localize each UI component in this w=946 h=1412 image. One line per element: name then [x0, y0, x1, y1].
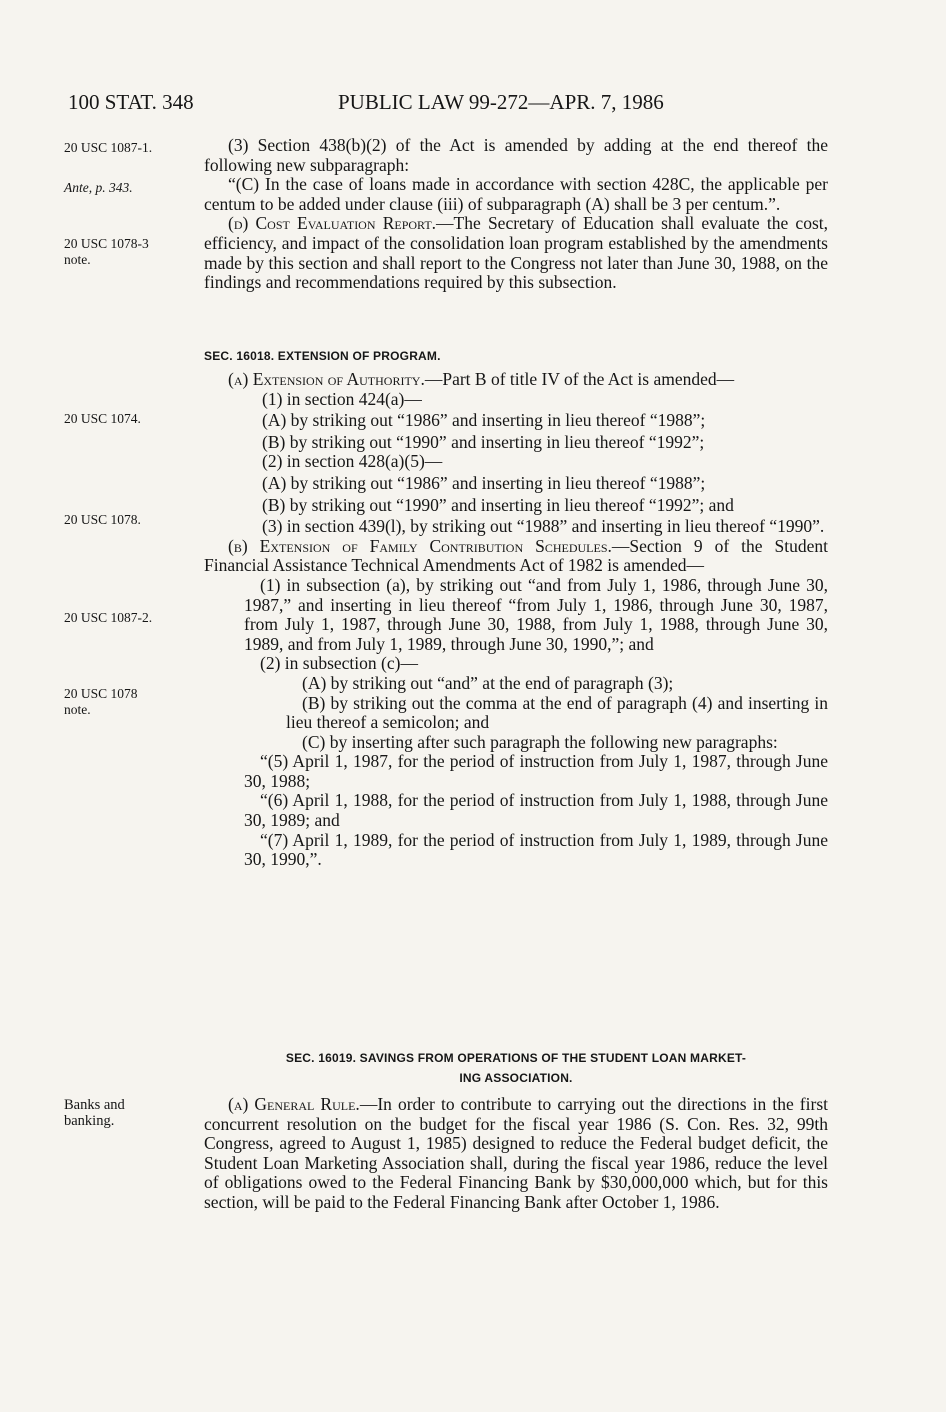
body-block-1 — [204, 136, 828, 293]
margin-note-citation: 20 USC 1078-3 note. — [64, 236, 149, 267]
paragraph: (3) Section 438(b)(2) of the Act is amended by adding at the end thereof the following new subparagraph: — [204, 135, 828, 175]
paragraph: (A) by striking out “and” at the end of paragraph (3); — [302, 672, 674, 693]
subsection-heading: (a) Extension of Authority. — [228, 369, 425, 389]
law-title: PUBLIC LAW 99-272—APR. 7, 1986 — [338, 90, 664, 114]
paragraph: (A) by striking out “1986” and inserting in lieu thereof “1988”; — [262, 410, 706, 431]
paragraph: “(6) April 1, 1988, for the period of instruction from July 1, 1988, through June 30, 1989; and — [244, 790, 828, 831]
paragraph: (d) Cost Evaluation Report.—The Secretary of Education shall evaluate the cost, efficiency, and impact of the consolidation loan program established by the amendments made by this section and shall report to the Congress not later than June 30, 1988, on the findings and recommendations required by this subsection. — [204, 213, 828, 293]
paragraph: “(C) In the case of loans made in accordance with section 428C, the applicable per centum to be added under clause (iii) of subparagraph (A) shall be 3 per centum.”. — [204, 174, 828, 214]
paragraph: (a) Extension of Authority.—Part B of title IV of the Act is amended— — [228, 369, 735, 389]
body-block-2 — [204, 370, 828, 870]
page-reference: 100 STAT. 348 — [68, 90, 194, 114]
subsection-heading: (d) Cost Evaluation Report. — [228, 213, 437, 234]
margin-note-citation: 20 USC 1078. — [64, 512, 141, 527]
margin-note-citation: 20 USC 1074. — [64, 411, 141, 426]
paragraph: (2) in subsection (c)— — [260, 653, 418, 674]
body-block-3 — [204, 1095, 828, 1213]
margin-note-ante: Ante, p. 343. — [64, 180, 133, 195]
subsection-heading: (b) Extension of Family Contribution Schedules. — [228, 535, 612, 556]
paragraph: (2) in section 428(a)(5)— — [262, 451, 443, 472]
paragraph: (B) by striking out the comma at the end of paragraph (4) and inserting in lieu thereof a semicolon; and — [286, 692, 828, 733]
section-heading: SEC. 16019. SAVINGS FROM OPERATIONS OF THE STUDENT LOAN MARKET- ING ASSOCIATION. — [285, 1051, 747, 1085]
margin-note-citation: 20 USC 1087-2. — [64, 610, 153, 625]
paragraph: (1) in subsection (a), by striking out “and from July 1, 1986, through June 30, 1987,” and inserting in lieu thereof “from July 1, 1986, through June 30, 1987, from July 1, 1987, through June 30, 1988, from July 1, 1988, through June 30, 1989, and from July 1, 1989, through June 30, 1990,”; and — [244, 574, 828, 654]
paragraph: (3) in section 439(l), by striking out “1988” and inserting in lieu thereof “1990”. — [262, 516, 825, 537]
paragraph: (1) in section 424(a)— — [262, 388, 422, 409]
paragraph: (B) by striking out “1990” and inserting in lieu thereof “1992”; and — [262, 494, 734, 515]
paragraph: (b) Extension of Family Contribution Schedules.—Section 9 of the Student Financial Assistance Technical Amendments Act of 1982 is amended— — [204, 535, 828, 576]
subsection-heading: (a) General Rule. — [228, 1094, 360, 1114]
margin-note-citation: 20 USC 1087-1. — [64, 140, 153, 155]
paragraph: (A) by striking out “1986” and inserting in lieu thereof “1988”; — [262, 472, 706, 493]
paragraph: (a) General Rule.—In order to contribute to carrying out the directions in the first concurrent resolution on the budget for the fiscal year 1986 (S. Con. Res. 32, 99th Congress, agreed to August 1, 1985) designed to reduce the Federal budget deficit, the Student Loan Marketing Association shall, during the fiscal year 1986, reduce the level of obligations owed to the Federal Financing Bank by $30,000,000 which, but for this section, will be paid to the Federal Financing Bank after October 1, 1986. — [204, 1094, 828, 1212]
paragraph: (B) by striking out “1990” and inserting in lieu thereof “1992”; — [262, 431, 705, 452]
page-header — [68, 90, 828, 122]
paragraph: “(5) April 1, 1987, for the period of instruction from July 1, 1987, through June 30, 1988; — [244, 751, 828, 791]
margin-note-citation: 20 USC 1078 note. — [64, 686, 138, 717]
margin-note-subject: Banks and banking. — [64, 1097, 125, 1129]
paragraph: “(7) April 1, 1989, for the period of instruction from July 1, 1989, through June 30, 1990,”. — [244, 829, 828, 870]
section-heading: SEC. 16018. EXTENSION OF PROGRAM. — [204, 349, 441, 363]
paragraph: (C) by inserting after such paragraph the following new paragraphs: — [302, 731, 778, 752]
